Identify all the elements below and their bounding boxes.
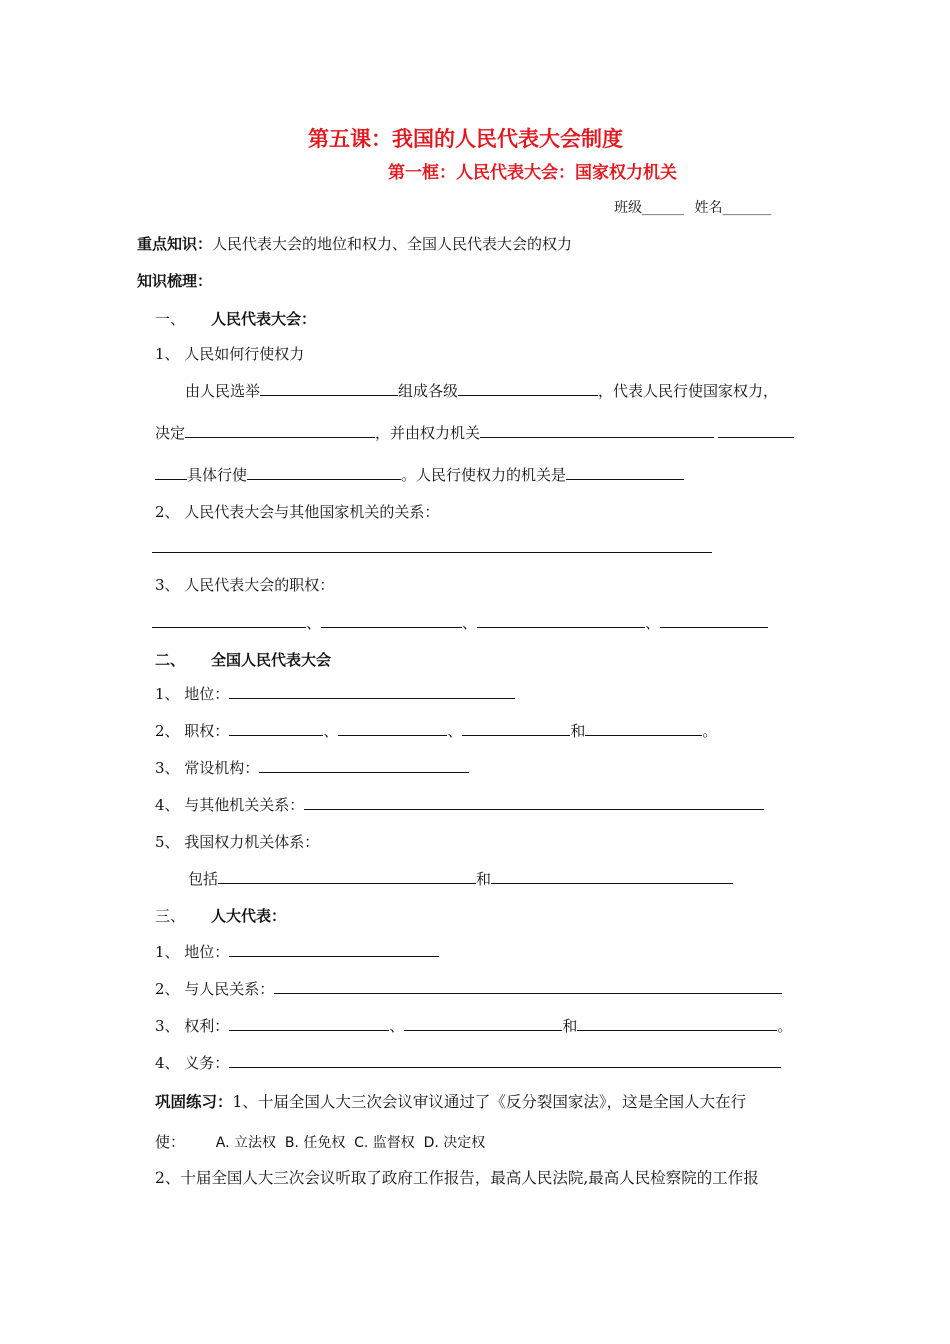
section-3-title: 人大代表： [211, 907, 287, 925]
text: 3、 权利： [155, 1017, 230, 1035]
fill-blank[interactable] [321, 613, 462, 628]
s3-item-4 [155, 1053, 781, 1073]
fill-blank[interactable] [185, 423, 375, 438]
section-3-heading [155, 906, 286, 926]
fill-blank[interactable] [480, 423, 714, 438]
fill-blank[interactable] [152, 613, 306, 628]
text: 包括 [188, 870, 219, 888]
practice-label: 巩固练习： [155, 1092, 233, 1111]
section-3-number: 三、 [155, 907, 186, 925]
section-1-heading [155, 309, 316, 329]
text: 、 [389, 1017, 405, 1035]
class-name-row [614, 198, 771, 218]
fill-blank[interactable] [274, 979, 782, 994]
question-text: 使： [155, 1133, 186, 1151]
s2-item-1 [155, 684, 515, 704]
fill-blank[interactable] [404, 1016, 562, 1031]
text: 具体行使 [187, 466, 248, 484]
text: 和 [562, 1017, 578, 1035]
name-label: 姓名 [694, 200, 723, 216]
text: 4、 义务： [155, 1054, 230, 1072]
text: 、 [447, 722, 463, 740]
fill-blank[interactable] [247, 465, 401, 480]
section-2-number: 二、 [155, 651, 186, 669]
fill-blank[interactable] [260, 381, 398, 396]
page-subtitle: 第一框：人民代表大会：国家权力机关 [388, 163, 677, 183]
class-blank[interactable]: ______ [642, 200, 684, 216]
fill-blank[interactable] [338, 721, 447, 736]
text: 由人民选举 [185, 382, 261, 400]
fill-blank[interactable] [462, 721, 570, 736]
fill-blank[interactable] [259, 758, 469, 773]
fill-blank[interactable] [229, 721, 323, 736]
fill-blank[interactable] [229, 1016, 389, 1031]
s1-relation-line [152, 538, 712, 558]
class-label: 班级 [614, 200, 642, 216]
s1-line-3 [155, 465, 684, 485]
text: ，代表人民行使国家权力， [598, 382, 779, 400]
s1-item-2: 2、 人民代表大会与其他国家机关的关系： [155, 503, 440, 521]
fill-blank[interactable] [152, 538, 712, 553]
text: 。人民行使权力的机关是 [401, 466, 567, 484]
key-points-text: 人民代表大会的地位和权力、全国人民代表大会的权力 [212, 235, 573, 253]
s3-item-1 [155, 942, 439, 962]
text: 和 [476, 870, 492, 888]
text: 4、 与其他机关关系： [155, 796, 305, 814]
text: 、 [645, 614, 661, 632]
name-blank[interactable]: _______ [722, 200, 772, 216]
text: 1、 地位： [155, 685, 230, 703]
key-points [137, 234, 572, 254]
page-title: 第五课：我国的人民代表大会制度 [308, 126, 623, 151]
question-text: 1、十届全国人大三次会议审议通过了《反分裂国家法》，这是全国人大在行 [232, 1093, 747, 1111]
fill-blank[interactable] [491, 869, 733, 884]
text: 决定 [155, 424, 186, 442]
fill-blank[interactable] [718, 423, 794, 438]
text: 、 [306, 614, 322, 632]
fill-blank[interactable] [585, 721, 702, 736]
section-1-number: 一、 [155, 310, 186, 328]
s1-item-3: 3、 人民代表大会的职权： [155, 576, 335, 594]
fill-blank[interactable] [304, 795, 764, 810]
s2-item-2 [155, 721, 717, 741]
s2-include-line [188, 869, 733, 889]
fill-blank[interactable] [458, 381, 598, 396]
text: 2、 与人民关系： [155, 980, 275, 998]
text: 3、 常设机构： [155, 759, 260, 777]
s3-item-2 [155, 979, 782, 999]
fill-blank[interactable] [155, 465, 187, 480]
fill-blank[interactable] [660, 613, 768, 628]
s1-item-1: 1、 人民如何行使权力 [155, 345, 305, 363]
practice-q1 [155, 1092, 746, 1112]
text: 2、 职权： [155, 722, 230, 740]
fill-blank[interactable] [566, 465, 684, 480]
s2-item-5: 5、 我国权力机关体系： [155, 833, 320, 851]
s2-item-4 [155, 795, 764, 815]
key-points-label: 重点知识： [137, 235, 213, 253]
text: ，并由权力机关 [375, 424, 481, 442]
fill-blank[interactable] [229, 1053, 781, 1068]
practice-q2: 2、十届全国人大三次会议听取了政府工作报告，最高人民法院,最高人民检察院的工作报 [155, 1169, 759, 1187]
section-2-title: 全国人民代表大会 [211, 651, 332, 669]
fill-blank[interactable] [229, 942, 439, 957]
s1-line-1 [185, 381, 778, 401]
option-d[interactable]: D. 决定权 [423, 1135, 486, 1151]
s1-powers-line [152, 613, 768, 633]
fill-blank[interactable] [577, 1016, 777, 1031]
fill-blank[interactable] [218, 869, 476, 884]
text: 和 [570, 722, 586, 740]
practice-q1-options [155, 1132, 485, 1153]
fill-blank[interactable] [477, 613, 645, 628]
section-1-title: 人民代表大会： [211, 310, 317, 328]
text: 。 [777, 1017, 793, 1035]
section-2-heading [155, 650, 331, 670]
option-a[interactable]: A. 立法权 [215, 1135, 277, 1151]
text: 1、 地位： [155, 943, 230, 961]
fill-blank[interactable] [229, 684, 515, 699]
s1-line-2 [155, 423, 794, 443]
text: 。 [702, 722, 718, 740]
s2-item-3 [155, 758, 469, 778]
option-b[interactable]: B. 任免权 [284, 1135, 346, 1151]
review-label: 知识梳理： [137, 272, 213, 290]
text: 、 [462, 614, 478, 632]
option-c[interactable]: C. 监督权 [354, 1135, 415, 1151]
s3-item-3 [155, 1016, 792, 1036]
text: 、 [323, 722, 339, 740]
text: 组成各级 [398, 382, 459, 400]
